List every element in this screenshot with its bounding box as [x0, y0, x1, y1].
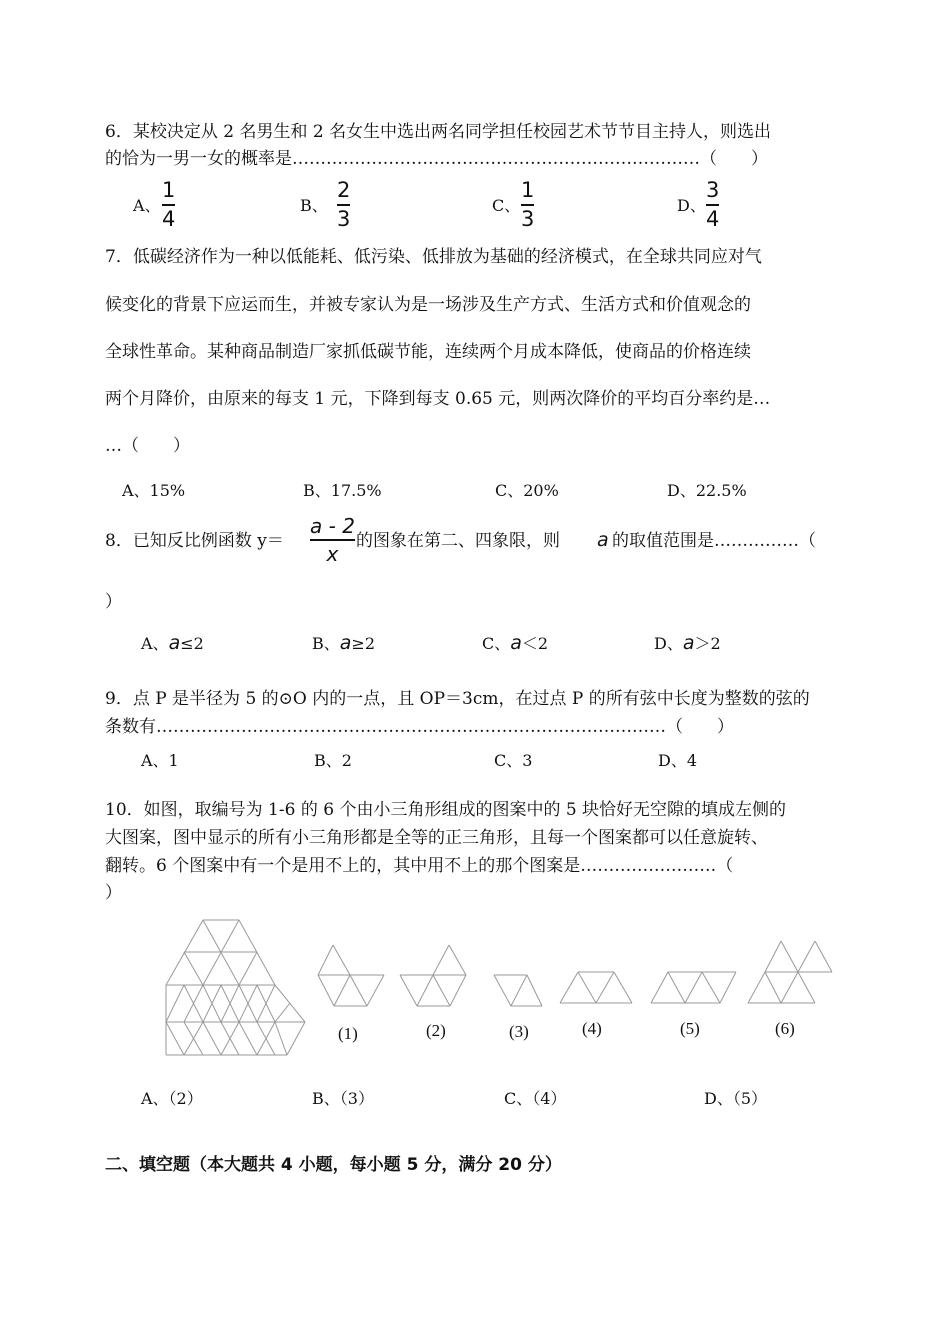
q7-option-a: A、15% — [122, 481, 186, 500]
piece-6 — [748, 941, 832, 1003]
q9-option-d: D、4 — [658, 751, 698, 770]
q8-option-a: A、a≤2 — [141, 632, 204, 654]
q8-fraction: a - 2 x — [310, 514, 355, 566]
q6-option-c-fraction: 1 3 — [521, 178, 535, 231]
q6-option-c-label: C、 — [492, 196, 521, 215]
piece-1 — [318, 945, 384, 1006]
piece-4 — [560, 972, 632, 1003]
piece-3-caption: (3) — [509, 1022, 529, 1041]
q8-line2: ） — [105, 592, 122, 612]
piece-6-caption: (6) — [775, 1019, 795, 1038]
q9-line2: 条数有………………………………………………………………………………（ ） — [105, 717, 734, 737]
q7-line5: …（ ） — [105, 436, 190, 456]
q10-line3: 翻转。6 个图案中有一个是用不上的，其中用不上的那个图案是……………………（ — [105, 856, 734, 876]
q10-option-a: A、（2） — [141, 1089, 203, 1108]
q9-option-a: A、1 — [141, 751, 179, 770]
q8-suffix: 的取值范围是……………（ — [612, 531, 816, 551]
q7-line4: 两个月降价，由原来的每支 1 元，下降到每支 0.65 元，则两次降价的平均百分率约是… — [105, 389, 771, 409]
piece-5-caption: (5) — [680, 1019, 700, 1038]
q8-option-b: B、a≥2 — [312, 632, 376, 654]
q7-line2: 候变化的背景下应运而生，并被专家认为是一场涉及生产方式、生活方式和价值观念的 — [105, 295, 751, 315]
q7-line3: 全球性革命。某种商品制造厂家抓低碳节能，连续两个月成本降低，使商品的价格连续 — [105, 342, 751, 362]
piece-3 — [494, 975, 542, 1006]
q6-option-b-label: B、 — [300, 196, 328, 215]
q8-option-d: D、a＞2 — [654, 632, 721, 654]
q10-option-d: D、（5） — [704, 1089, 768, 1108]
q7-option-b: B、17.5% — [303, 481, 382, 500]
q6-option-d-fraction: 3 4 — [706, 178, 720, 231]
q7-option-d: D、22.5% — [667, 481, 747, 500]
q6-option-a-fraction: 1 4 — [162, 178, 176, 231]
q8-mid: 的图象在第二、四象限，则 — [356, 531, 560, 551]
q6-option-b-fraction: 2 3 — [337, 178, 351, 231]
q10-line2: 大图案，图中显示的所有小三角形都是全等的正三角形，且每一个图案都可以任意旋转、 — [105, 828, 768, 848]
q6-option-d-label: D、 — [677, 196, 706, 215]
q6-line1: 6．某校决定从 2 名男生和 2 名女生中选出两名同学担任校园艺术节节目主持人，则选出 — [105, 122, 772, 142]
piece-2 — [400, 945, 466, 1006]
q6-option-a-label: A、 — [133, 196, 161, 215]
piece-1-caption: (1) — [338, 1024, 358, 1043]
piece-5 — [651, 972, 736, 1003]
q10-option-b: B、（3） — [312, 1089, 374, 1108]
q10-line1: 10．如图，取编号为 1-6 的 6 个由小三角形组成的图案中的 5 块恰好无空隙的填成左侧的 — [105, 800, 787, 820]
q9-line1: 9．点 P 是半径为 5 的⊙O 内的一点，且 OP＝3cm，在过点 P 的所有弦中长度为整数的弦的 — [105, 689, 810, 709]
q10-option-c: C、（4） — [504, 1089, 567, 1108]
q8-option-c: C、a＜2 — [482, 632, 549, 654]
q10-line4: ） — [105, 883, 122, 903]
piece-2-caption: (2) — [426, 1021, 446, 1040]
q8-variable: a — [597, 529, 609, 551]
q6-line2: 的恰为一男一女的概率是………………………………………………………………（ ） — [105, 149, 768, 169]
q7-option-c: C、20% — [495, 481, 559, 500]
q8-prefix: 8．已知反比例函数 y＝ — [105, 531, 284, 551]
big-triangle-pattern — [166, 920, 305, 1055]
q7-line1: 7．低碳经济作为一种以低能耗、低污染、低排放为基础的经济模式，在全球共同应对气 — [105, 247, 762, 267]
section-2-heading: 二、填空题（本大题共 4 小题，每小题 5 分，满分 20 分） — [105, 1155, 562, 1175]
q9-option-b: B、2 — [314, 751, 352, 770]
piece-4-caption: (4) — [582, 1019, 602, 1038]
q9-option-c: C、3 — [494, 751, 533, 770]
